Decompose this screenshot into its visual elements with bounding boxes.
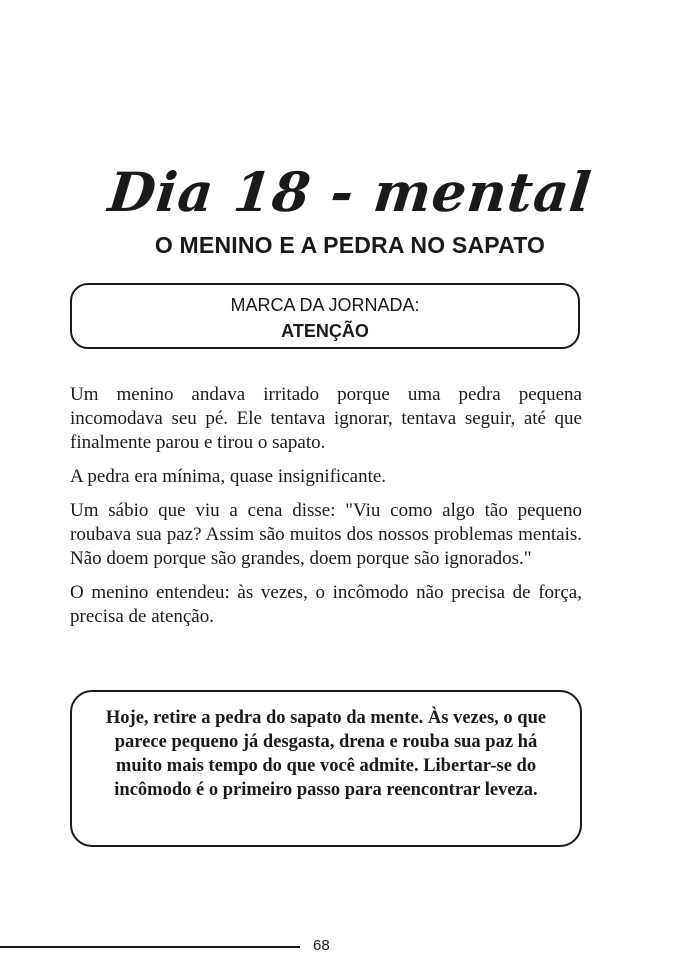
story-title: O MENINO E A PEDRA NO SAPATO <box>154 232 546 258</box>
journey-mark-value: ATENÇÃO <box>281 321 369 341</box>
reflection-text: Hoje, retire a pedra do sapato da mente. Às vezes, o que parece pequeno já desgasta, drena e rouba sua paz há muito mais tempo do que você admite. Libertar-se do incômodo é o primeiro passo para reencontrar leveza. <box>105 708 547 800</box>
story-paragraph: Um menino andava irritado porque uma pedra pequena incomodava seu pé. Ele tentava ignorar, tentava seguir, até que finalmente parou e tirou o sapato. <box>70 384 582 453</box>
page-number: 68 <box>313 937 330 954</box>
reflection-box <box>70 690 582 847</box>
story-paragraph: O menino entendeu: às vezes, o incômodo não precisa de força, precisa de atenção. <box>70 582 582 627</box>
story-paragraph: Um sábio que viu a cena disse: "Viu como algo tão pequeno roubava sua paz? Assim são muitos dos nossos problemas mentais. Não doem porque são grandes, doem porque são ignorados." <box>70 500 582 569</box>
day-title: Dia 18 - mental <box>105 160 595 224</box>
story-paragraph: A pedra era mínima, quase insignificante. <box>70 466 387 487</box>
footer-divider <box>0 946 300 948</box>
story-body <box>70 383 582 639</box>
journey-mark-box <box>70 283 580 349</box>
journey-mark-label: MARCA DA JORNADA: <box>230 295 420 315</box>
